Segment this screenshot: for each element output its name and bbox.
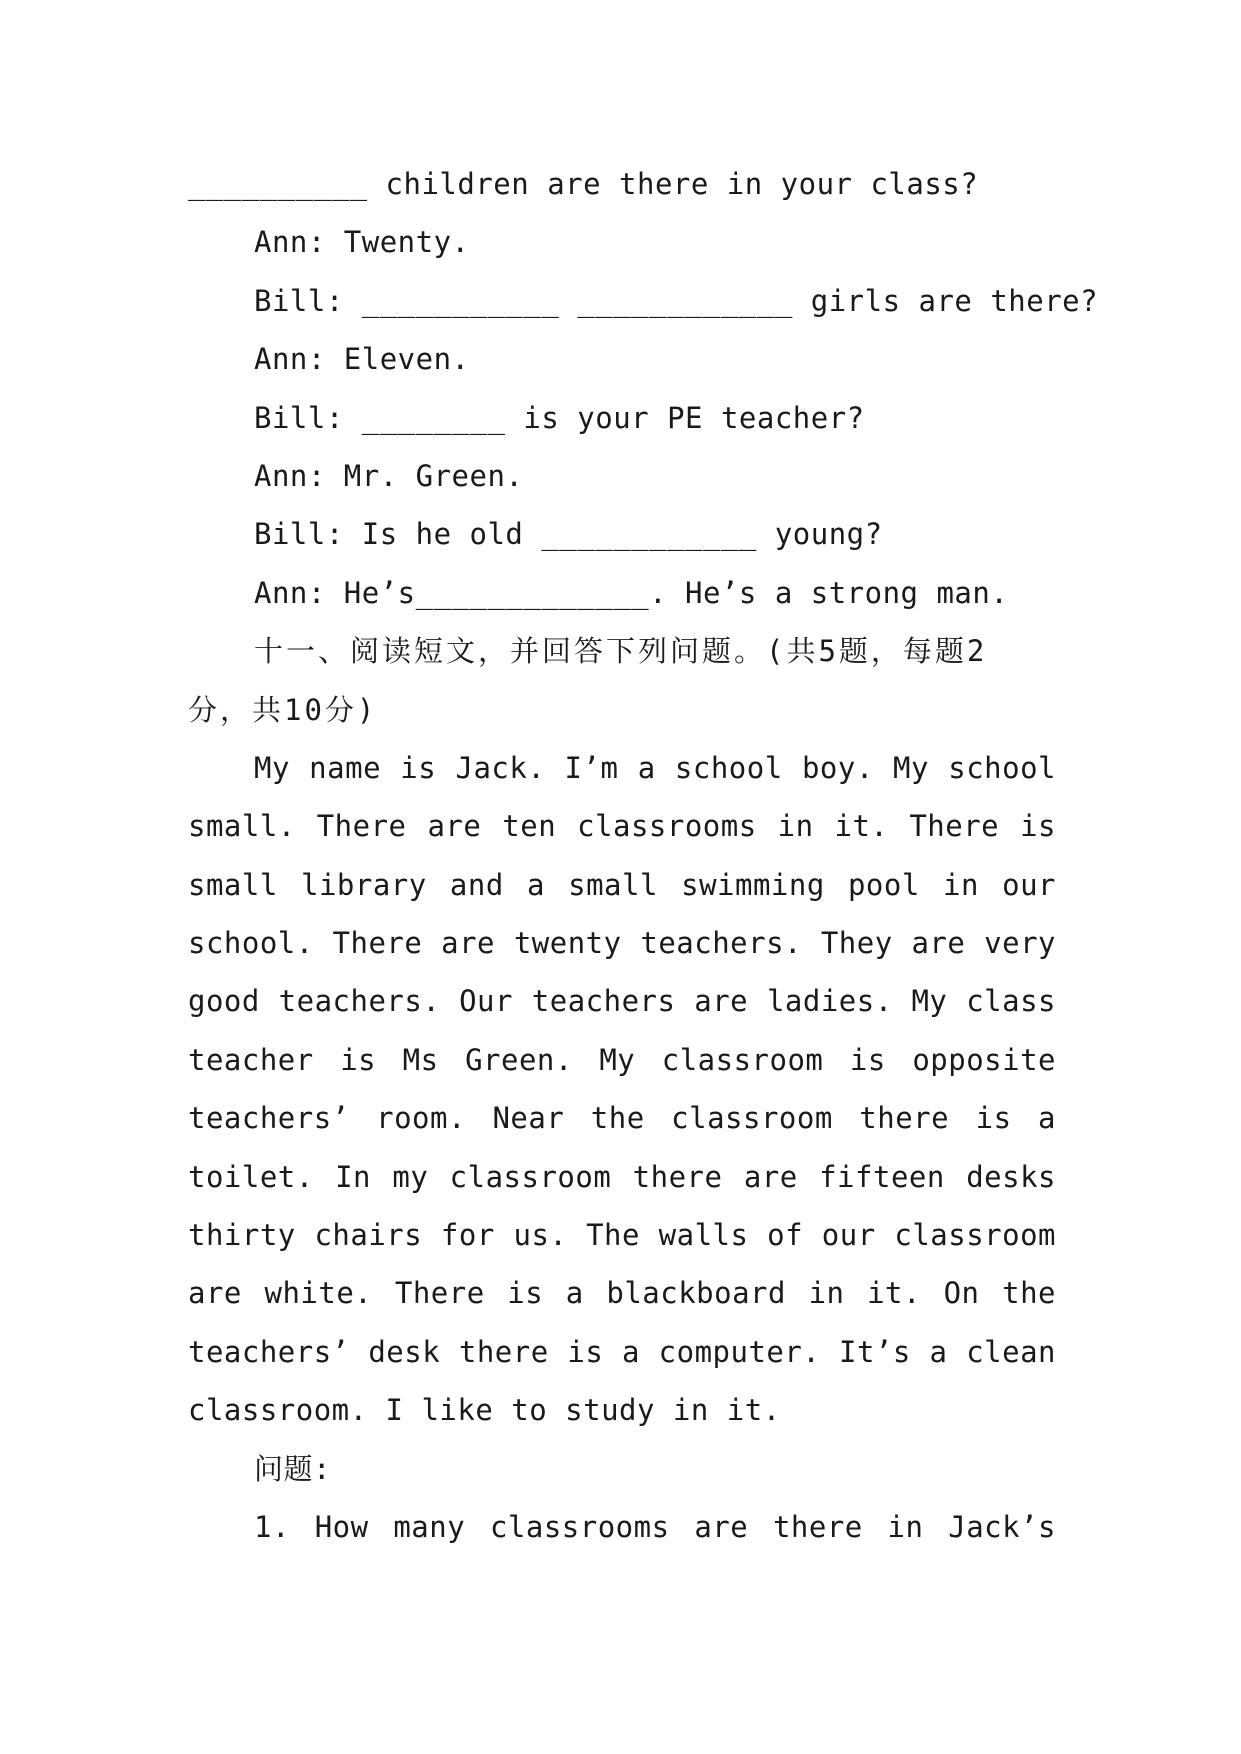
passage-line: teacher is Ms Green. My classroom is opposite <box>188 1042 1056 1077</box>
dialogue-line: __________ children are there in your class? <box>188 167 979 201</box>
passage-line: are white. There is a blackboard in it. On the <box>188 1276 1056 1311</box>
passage-line: school. There are twenty teachers. They are very <box>188 926 1056 961</box>
passage-line: thirty chairs for us. The walls of our classroom <box>188 1218 1056 1253</box>
dialogue-line: Ann: Twenty. <box>254 225 470 260</box>
passage-line: good teachers. Our teachers are ladies. My class <box>188 984 1056 1019</box>
section-heading: 十一、阅读短文，并回答下列问题。(共5题，每题2 <box>254 634 988 669</box>
dialogue-line: Bill: Is he old ____________ young? <box>254 517 883 552</box>
dialogue-line: Ann: Eleven. <box>254 342 470 377</box>
passage-line: toilet. In my classroom there are fifteen desks <box>188 1159 1056 1194</box>
dialogue-line: Ann: He’s_____________. He’s a strong man. <box>254 575 1009 610</box>
dialogue-line: Bill: ___________ ____________ girls are there? <box>254 283 1099 318</box>
document-body <box>188 155 1099 1556</box>
dialogue-line: Ann: Mr. Green. <box>254 458 524 493</box>
passage-line: classroom. I like to study in it. <box>188 1393 781 1428</box>
passage-line: teachers’ room. Near the classroom there is a <box>188 1101 1056 1136</box>
questions-label: 问题: <box>254 1451 331 1486</box>
passage-line: My name is Jack. I’m a school boy. My school <box>254 750 1056 785</box>
passage-line: small. There are ten classrooms in it. There is <box>188 809 1056 844</box>
passage-line: small library and a small swimming pool in our <box>188 867 1056 902</box>
passage-line: teachers’ desk there is a computer. It’s a clean <box>188 1334 1056 1369</box>
dialogue-line: Bill: ________ is your PE teacher? <box>254 400 865 435</box>
section-heading-continued: 分，共10分) <box>188 692 378 727</box>
question-item: 1. How many classrooms are there in Jack’s <box>254 1509 1056 1544</box>
